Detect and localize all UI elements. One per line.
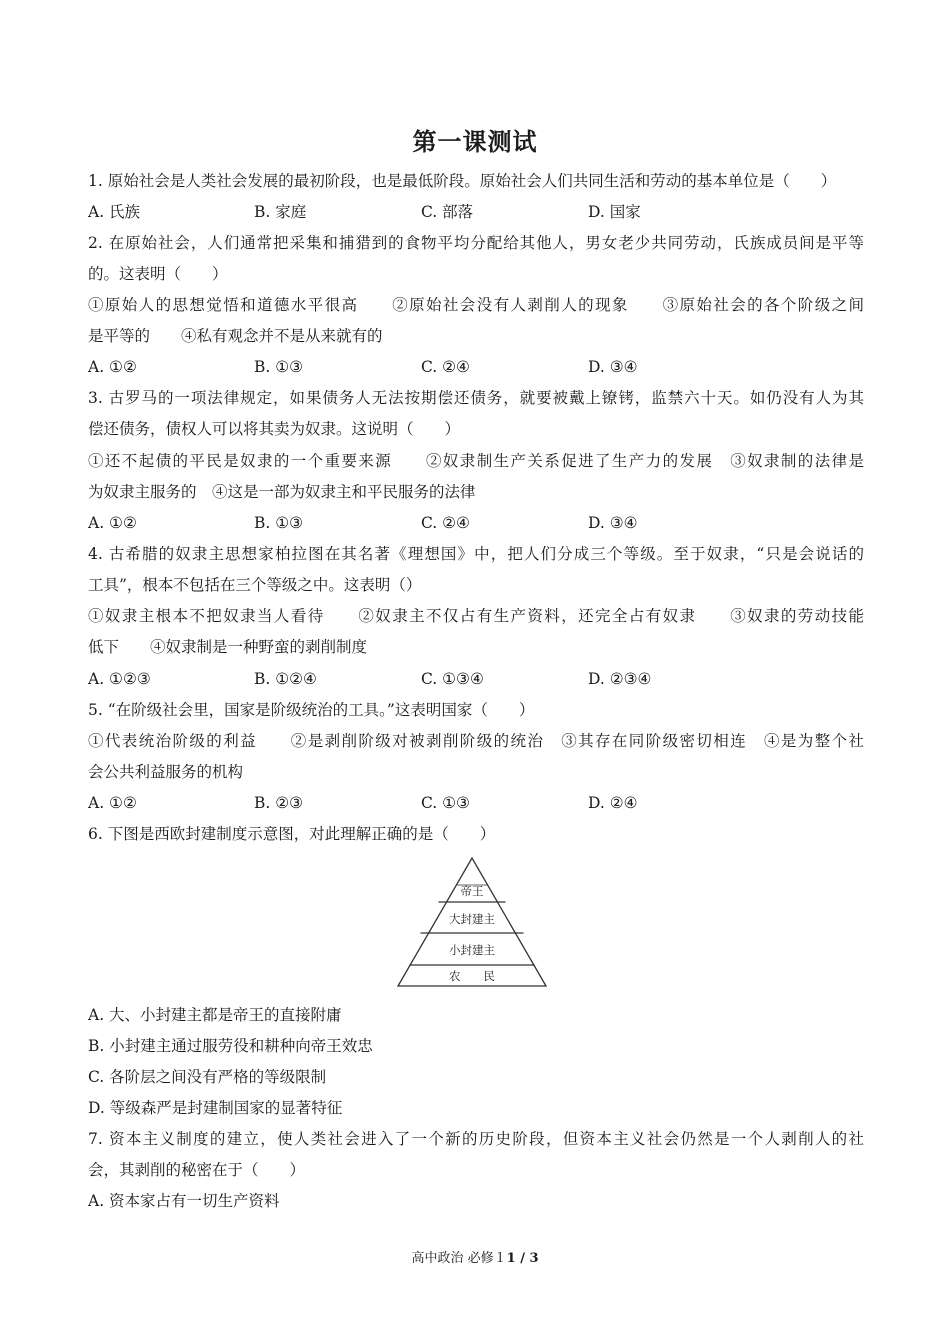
question-2-stem-line-2: 的。这表明（ ） bbox=[88, 265, 228, 283]
option-b: B. ②③ bbox=[254, 794, 304, 812]
page-footer bbox=[0, 1247, 950, 1266]
question-4-statements-line-2: 低下 ④奴隶制是一种野蛮的剥削制度 bbox=[88, 638, 368, 656]
pyramid-svg bbox=[396, 854, 548, 990]
question-2-statements-line-2: 是平等的 ④私有观念并不是从来就有的 bbox=[88, 327, 383, 345]
level-label-minor-lords: 小封建主 bbox=[449, 943, 495, 957]
question-3-statements-line-1: ①还不起债的平民是奴隶的一个重要来源 ②奴隶制生产关系促进了生产力的发展 ③奴隶制的法律是 bbox=[88, 452, 864, 470]
option-a: A. ①② bbox=[88, 794, 137, 812]
question-5-options bbox=[88, 793, 864, 813]
question-7-stem-line-1: 7. 资本主义制度的建立，使人类社会进入了一个新的历史阶段，但资本主义社会仍然是一个人剥削人的社 bbox=[88, 1130, 864, 1148]
level-label-great-lords: 大封建主 bbox=[449, 912, 495, 926]
question-6-option-a: A. 大、小封建主都是帝王的直接附庸 bbox=[88, 1006, 342, 1024]
question-3-options bbox=[88, 513, 864, 533]
feudal-pyramid-diagram bbox=[396, 854, 548, 990]
option-c: C. ②④ bbox=[421, 514, 470, 532]
question-1-options bbox=[88, 202, 864, 222]
question-2-stem-line-1: 2. 在原始社会，人们通常把采集和捕猎到的食物平均分配给其他人，男女老少共同劳动，氏族成员间是平等 bbox=[88, 234, 864, 252]
question-5-stem: 5. “在阶级社会里，国家是阶级统治的工具。”这表明国家（ ） bbox=[88, 701, 535, 719]
option-a: A. 氏族 bbox=[88, 203, 141, 221]
question-7-stem-line-2: 会，其剥削的秘密在于（ ） bbox=[88, 1161, 306, 1179]
footer-page-number: 1 / 3 bbox=[506, 1251, 539, 1266]
option-b: B. ①②④ bbox=[254, 670, 317, 688]
level-label-peasants: 农 民 bbox=[449, 969, 495, 983]
question-7-option-a: A. 资本家占有一切生产资料 bbox=[88, 1192, 280, 1210]
question-5-statements-line-1: ①代表统治阶级的利益 ②是剥削阶级对被剥削阶级的统治 ③其存在同阶级密切相连 ④是为整个社 bbox=[88, 732, 864, 750]
question-1-stem: 1. 原始社会是人类社会发展的最初阶段，也是最低阶段。原始社会人们共同生活和劳动的基本单位是（ ） bbox=[88, 172, 837, 190]
question-6-option-b: B. 小封建主通过服劳役和耕种向帝王效忠 bbox=[88, 1037, 373, 1055]
question-4-statements-line-1: ①奴隶主根本不把奴隶当人看待 ②奴隶主不仅占有生产资料，还完全占有奴隶 ③奴隶的劳动技能 bbox=[88, 607, 864, 625]
question-6-option-d: D. 等级森严是封建制国家的显著特征 bbox=[88, 1099, 343, 1117]
question-3-stem-line-2: 偿还债务，债权人可以将其卖为奴隶。这说明（ ） bbox=[88, 420, 461, 438]
option-a: A. ①② bbox=[88, 514, 137, 532]
option-c: C. 部落 bbox=[421, 203, 474, 221]
page-title: 第一课测试 bbox=[412, 127, 538, 156]
footer-course: 高中政治 必修１ bbox=[411, 1251, 507, 1266]
option-d: D. ②④ bbox=[588, 794, 638, 812]
question-2-options bbox=[88, 357, 864, 377]
question-4-stem-line-1: 4. 古希腊的奴隶主思想家柏拉图在其名著《理想国》中，把人们分成三个等级。至于奴隶，“只是会说话的 bbox=[88, 545, 864, 563]
question-4-options bbox=[88, 669, 864, 689]
option-b: B. ①③ bbox=[254, 514, 304, 532]
option-a: A. ①② bbox=[88, 358, 137, 376]
option-d: D. 国家 bbox=[588, 203, 641, 221]
option-c: C. ②④ bbox=[421, 358, 470, 376]
question-6-stem: 6. 下图是西欧封建制度示意图，对此理解正确的是（ ） bbox=[88, 825, 496, 843]
level-label-emperor: 帝王 bbox=[460, 884, 484, 898]
question-3-stem-line-1: 3. 古罗马的一项法律规定，如果债务人无法按期偿还债务，就要被戴上镣铐，监禁六十天。如仍没有人为其 bbox=[88, 389, 864, 407]
question-4-stem-line-2: 工具”，根本不包括在三个等级之中。这表明（） bbox=[88, 576, 422, 594]
option-c: C. ①③④ bbox=[421, 670, 484, 688]
option-d: D. ③④ bbox=[588, 358, 638, 376]
option-d: D. ③④ bbox=[588, 514, 638, 532]
option-d: D. ②③④ bbox=[588, 670, 652, 688]
question-6-option-c: C. 各阶层之间没有严格的等级限制 bbox=[88, 1068, 327, 1086]
option-c: C. ①③ bbox=[421, 794, 470, 812]
option-b: B. 家庭 bbox=[254, 203, 307, 221]
option-a: A. ①②③ bbox=[88, 670, 151, 688]
question-3-statements-line-2: 为奴隶主服务的 ④这是一部为奴隶主和平民服务的法律 bbox=[88, 483, 476, 501]
option-b: B. ①③ bbox=[254, 358, 304, 376]
question-5-statements-line-2: 会公共利益服务的机构 bbox=[88, 763, 244, 781]
question-2-statements-line-1: ①原始人的思想觉悟和道德水平很高 ②原始社会没有人剥削人的现象 ③原始社会的各个阶级之间 bbox=[88, 296, 864, 314]
